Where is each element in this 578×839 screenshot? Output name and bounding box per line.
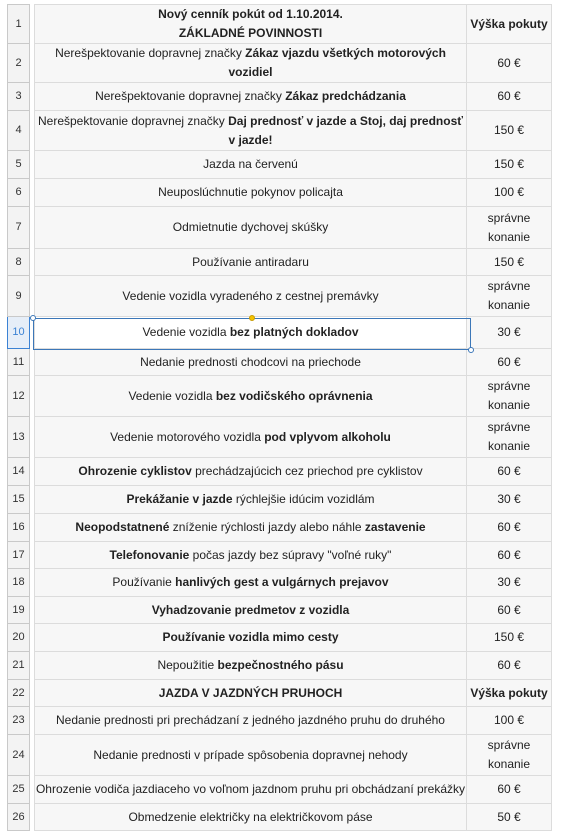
offense-cell[interactable] bbox=[35, 151, 467, 179]
text: Odmietnutie dychovej skúšky bbox=[172, 220, 329, 234]
offense-cell[interactable] bbox=[35, 83, 467, 111]
text: konanie bbox=[487, 298, 531, 312]
text: Neuposlúchnutie pokynov policajta bbox=[158, 185, 343, 199]
offense-cell[interactable] bbox=[35, 376, 467, 417]
fine-cell[interactable] bbox=[467, 5, 552, 44]
row-header[interactable]: 20 bbox=[8, 624, 30, 652]
text: 150 € bbox=[493, 123, 525, 137]
fine-cell[interactable] bbox=[467, 151, 552, 179]
table-row bbox=[8, 83, 552, 111]
row-header[interactable]: 11 bbox=[8, 349, 30, 376]
text: konanie bbox=[487, 439, 531, 453]
bold-text: ZÁKLADNÉ POVINNOSTI bbox=[178, 26, 323, 40]
fine-cell[interactable] bbox=[467, 624, 552, 652]
text: konanie bbox=[487, 229, 531, 244]
row-header[interactable]: 3 bbox=[8, 83, 30, 111]
spreadsheet-table bbox=[7, 4, 552, 831]
text: správne bbox=[487, 279, 531, 293]
bold-text: pod vplyvom alkoholu bbox=[264, 429, 391, 444]
spreadsheet-body bbox=[8, 5, 552, 831]
text: 60 € bbox=[497, 354, 521, 369]
table-row bbox=[8, 514, 552, 542]
fine-cell[interactable] bbox=[467, 349, 552, 376]
text: 150 € bbox=[493, 254, 525, 269]
text: počas jazdy bez súpravy "voľné ruky" bbox=[189, 547, 392, 562]
fine-cell[interactable] bbox=[467, 514, 552, 542]
text: Používanie antiradaru bbox=[192, 254, 309, 269]
text: Nerešpektovanie dopravnej značky bbox=[95, 89, 286, 103]
row-header[interactable]: 16 bbox=[8, 514, 30, 542]
table-row bbox=[8, 207, 552, 249]
text: konanie bbox=[487, 757, 531, 771]
table-row bbox=[8, 417, 552, 458]
fine-cell[interactable] bbox=[467, 776, 552, 804]
offense-cell[interactable] bbox=[35, 804, 467, 831]
table-row bbox=[8, 735, 552, 776]
text: 50 € bbox=[497, 809, 521, 824]
offense-cell[interactable] bbox=[35, 680, 467, 707]
fine-cell[interactable] bbox=[467, 707, 552, 735]
row-header[interactable]: 13 bbox=[8, 417, 30, 458]
text: konanie bbox=[487, 398, 531, 412]
table-row bbox=[8, 179, 552, 207]
text: 100 € bbox=[493, 713, 525, 727]
text: 30 € bbox=[497, 575, 521, 589]
row-header[interactable]: 24 bbox=[8, 735, 30, 776]
table-row bbox=[8, 804, 552, 831]
fine-cell[interactable] bbox=[467, 249, 552, 276]
fine-cell[interactable] bbox=[467, 207, 552, 249]
offense-cell[interactable] bbox=[35, 249, 467, 276]
row-header[interactable]: 7 bbox=[8, 207, 30, 249]
text: Vedenie vozidla bbox=[128, 388, 216, 403]
text: Nerešpektovanie dopravnej značky bbox=[38, 113, 229, 128]
text: 60 € bbox=[497, 547, 521, 562]
text: Nedanie prednosti v prípade spôsobenia dopravnej nehody bbox=[93, 747, 408, 762]
offense-cell[interactable] bbox=[35, 707, 467, 735]
row-header[interactable]: 19 bbox=[8, 597, 30, 624]
offense-cell[interactable] bbox=[35, 624, 467, 652]
bold-text: Výška pokuty bbox=[470, 16, 548, 31]
text: 150 € bbox=[493, 157, 525, 171]
text: Vedenie vozidla vyradeného z cestnej premávky bbox=[122, 288, 379, 303]
bold-text: Zákaz predchádzania bbox=[285, 89, 406, 103]
text: prechádzajúcich cez priechod pre cyklistov bbox=[191, 464, 423, 478]
offense-cell[interactable] bbox=[35, 207, 467, 249]
text: 60 € bbox=[497, 464, 521, 478]
bold-text: Prekážanie v jazde bbox=[126, 492, 233, 506]
bold-text: bezpečnostného pásu bbox=[217, 658, 344, 672]
bold-text: Neopodstatnené bbox=[75, 520, 170, 534]
text: 60 € bbox=[497, 89, 521, 103]
bold-text: zastavenie bbox=[364, 520, 426, 534]
row-header[interactable]: 15 bbox=[8, 486, 30, 514]
table-row bbox=[8, 486, 552, 514]
text: Vedenie motorového vozidla bbox=[110, 429, 265, 444]
table-row bbox=[8, 458, 552, 486]
row-header[interactable]: 12 bbox=[8, 376, 30, 417]
fine-cell[interactable] bbox=[467, 542, 552, 569]
row-header[interactable]: 18 bbox=[8, 569, 30, 597]
row-header[interactable]: 1 bbox=[8, 5, 30, 44]
fine-cell[interactable] bbox=[467, 458, 552, 486]
text: správne bbox=[487, 738, 531, 752]
row-header[interactable]: 26 bbox=[8, 804, 30, 831]
fine-cell[interactable] bbox=[467, 376, 552, 417]
text: 30 € bbox=[497, 492, 521, 506]
bold-text: Telefonovanie bbox=[109, 547, 190, 562]
bold-text: Zákaz vjazdu všetkých motorových vozidiel bbox=[228, 46, 446, 79]
text: 60 € bbox=[497, 55, 521, 70]
row-header[interactable]: 14 bbox=[8, 458, 30, 486]
text: správne bbox=[487, 210, 531, 225]
text: Nedanie prednosti chodcovi na priechode bbox=[140, 354, 361, 369]
text: Jazda na červenú bbox=[203, 157, 298, 171]
text: Vedenie vozidla bbox=[142, 325, 230, 339]
table-row bbox=[8, 597, 552, 624]
bold-text: Nový cenník pokút od 1.10.2014. bbox=[158, 7, 343, 21]
table-row bbox=[8, 317, 552, 349]
row-header[interactable]: 4 bbox=[8, 111, 30, 151]
text: 60 € bbox=[497, 658, 521, 672]
table-row bbox=[8, 707, 552, 735]
row-header[interactable]: 22 bbox=[8, 680, 30, 707]
bold-text: Výška pokuty bbox=[470, 685, 548, 700]
fine-cell[interactable] bbox=[467, 276, 552, 317]
offense-cell[interactable] bbox=[35, 276, 467, 317]
row-header[interactable]: 23 bbox=[8, 707, 30, 735]
offense-cell[interactable] bbox=[35, 417, 467, 458]
row-header[interactable]: 2 bbox=[8, 44, 30, 83]
text: 100 € bbox=[493, 185, 525, 199]
row-header[interactable]: 9 bbox=[8, 276, 30, 317]
table-row bbox=[8, 249, 552, 276]
table-row bbox=[8, 151, 552, 179]
fine-cell[interactable] bbox=[467, 486, 552, 514]
fine-cell[interactable] bbox=[467, 804, 552, 831]
table-row bbox=[8, 44, 552, 83]
row-header[interactable]: 6 bbox=[8, 179, 30, 207]
row-header[interactable]: 5 bbox=[8, 151, 30, 179]
offense-cell[interactable] bbox=[35, 652, 467, 680]
text: 150 € bbox=[493, 630, 525, 644]
fine-cell[interactable] bbox=[467, 735, 552, 776]
table-row bbox=[8, 680, 552, 707]
bold-text: Používanie vozidla mimo cesty bbox=[162, 630, 339, 644]
text: Nedanie prednosti pri prechádzaní z jedného jazdného pruhu do druhého bbox=[56, 713, 445, 727]
text: 30 € bbox=[497, 325, 521, 339]
text: správne bbox=[487, 420, 531, 434]
offense-cell[interactable] bbox=[35, 317, 467, 349]
table-row bbox=[8, 624, 552, 652]
text: 60 € bbox=[497, 520, 521, 534]
bold-text: bez vodičského oprávnenia bbox=[215, 388, 373, 403]
offense-cell[interactable] bbox=[35, 5, 467, 44]
table-row bbox=[8, 776, 552, 804]
row-header[interactable]: 17 bbox=[8, 542, 30, 569]
text: Ohrozenie vodiča jazdiaceho vo voľnom jazdnom pruhu pri obchádzaní prekážky bbox=[35, 782, 466, 796]
fine-cell[interactable] bbox=[467, 417, 552, 458]
table-row bbox=[8, 276, 552, 317]
fine-cell[interactable] bbox=[467, 111, 552, 151]
table-row bbox=[8, 111, 552, 151]
fine-cell[interactable] bbox=[467, 597, 552, 624]
table-row bbox=[8, 376, 552, 417]
table-row bbox=[8, 652, 552, 680]
table-row bbox=[8, 349, 552, 376]
offense-cell[interactable] bbox=[35, 111, 467, 151]
text: Používanie bbox=[112, 575, 176, 589]
bold-text: hanlivých gest a vulgárnych prejavov bbox=[175, 575, 389, 589]
row-header[interactable]: 10 bbox=[8, 317, 30, 349]
fine-cell[interactable] bbox=[467, 179, 552, 207]
offense-cell[interactable] bbox=[35, 514, 467, 542]
bold-text: Ohrozenie cyklistov bbox=[78, 464, 192, 478]
row-header[interactable]: 21 bbox=[8, 652, 30, 680]
text: rýchlejšie idúcim vozidlám bbox=[232, 492, 375, 506]
fine-cell[interactable] bbox=[467, 652, 552, 680]
offense-cell[interactable] bbox=[35, 542, 467, 569]
table-row bbox=[8, 569, 552, 597]
text: zníženie rýchlosti jazdy alebo náhle bbox=[169, 520, 365, 534]
offense-cell[interactable] bbox=[35, 776, 467, 804]
table-row bbox=[8, 5, 552, 44]
row-header[interactable]: 8 bbox=[8, 249, 30, 276]
bold-text: bez platných dokladov bbox=[229, 325, 359, 339]
offense-cell[interactable] bbox=[35, 486, 467, 514]
text: Obmedzenie električky na električkovom páse bbox=[128, 809, 373, 824]
text: 60 € bbox=[497, 782, 521, 796]
offense-cell[interactable] bbox=[35, 597, 467, 624]
fine-cell[interactable] bbox=[467, 44, 552, 83]
text: Nepoužitie bbox=[157, 658, 218, 672]
offense-cell[interactable] bbox=[35, 569, 467, 597]
row-header[interactable]: 25 bbox=[8, 776, 30, 804]
offense-cell[interactable] bbox=[35, 349, 467, 376]
text: správne bbox=[487, 379, 531, 393]
fine-cell[interactable] bbox=[467, 569, 552, 597]
bold-text: Vyhadzovanie predmetov z vozidla bbox=[151, 602, 350, 617]
fine-cell[interactable] bbox=[467, 317, 552, 349]
offense-cell[interactable] bbox=[35, 179, 467, 207]
offense-cell[interactable] bbox=[35, 735, 467, 776]
bold-text: Daj prednosť v jazde a Stoj, daj prednosť v jazde! bbox=[228, 113, 463, 147]
offense-cell[interactable] bbox=[35, 458, 467, 486]
fine-cell[interactable] bbox=[467, 83, 552, 111]
fine-cell[interactable] bbox=[467, 680, 552, 707]
text: 60 € bbox=[497, 602, 521, 617]
table-row bbox=[8, 542, 552, 569]
offense-cell[interactable] bbox=[35, 44, 467, 83]
text: Nerešpektovanie dopravnej značky bbox=[55, 46, 246, 60]
bold-text: JAZDA V JAZDNÝCH PRUHOCH bbox=[158, 685, 343, 700]
